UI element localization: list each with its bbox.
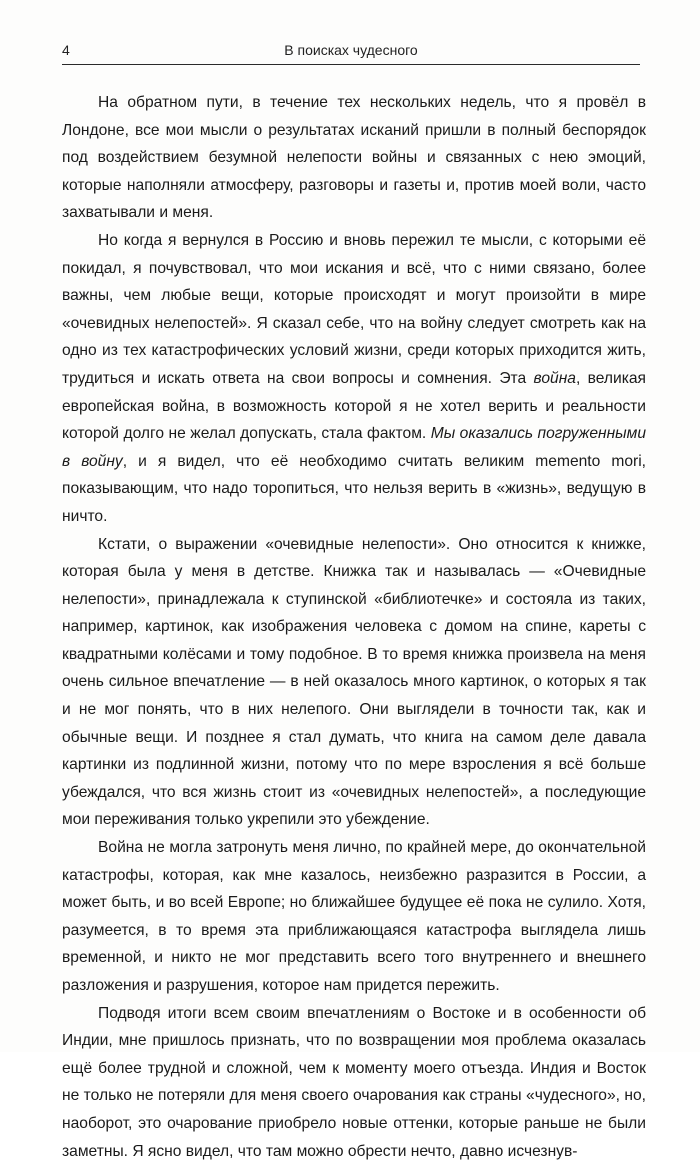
body-text: [62, 89, 646, 1165]
running-header-title: В поисках чудесного: [284, 42, 418, 58]
text-segment: Но когда я вернулся в Россию и вновь пережил те мысли, с которыми её покидал, я почувствовал, что мои искания и всё, что с ними связано, более важны, чем любые вещи, которые происходят и могут произойти в мире «очевидных нелепостей». Я сказал себе, что на войну следует смотреть как на одно из тех катастрофических условий жизни, среди которых приходится жить, трудиться и искать ответа на свои вопросы и сомнения. Эта: [62, 231, 646, 387]
text-segment: , и я видел, что её необходимо считать великим memento mori, показывающим, что надо торопиться, что нельзя верить в «жизнь», ведущую в ничто.: [62, 452, 647, 525]
text-segment: Подводя итоги всем своим впечатлениям о Востоке и в особенности об Индии, мне пришлось признать, что по возвращении моя проблема оказалась ещё более трудной и сложной, чем к моменту моего отъезда. Индия и Восток не только не потеряли для меня своего очарования как страны «чудесного», но, наоборот, это очарование приобрело новые оттенки, которые раньше не были заметны. Я ясно видел, что там можно обрести нечто, давно исчезнув-: [62, 1004, 646, 1160]
running-header: [62, 38, 640, 65]
paragraph: [62, 227, 646, 531]
paragraph: [62, 89, 646, 227]
italic-text: война: [533, 369, 576, 387]
text-segment: Война не могла затронуть меня лично, по крайней мере, до окончательной катастрофы, которая, как мне казалось, неизбежно разразится в России, а может быть, и во всей Европе; но ближайшее будущее её пока не сулило. Хотя, разумеется, в то время эта приближающаяся катастрофа выглядела лишь временной, и никто не мог представить всего того внутреннего и внешнего разложения и разрушения, которое нам придется пережить.: [62, 839, 646, 994]
text-segment: Кстати, о выражении «очевидные нелепости». Оно относится к книжке, которая была у меня в детстве. Книжка так и называлась — «Очевидные нелепости», принадлежала к ступинской «библиотечке» и состояла из таких, например, картинок, как изображения человека с домом на спине, кареты с квадратными колёсами и тому подобное. В то время книжка произвела на меня очень сильное впечатление — в ней оказалось много картинок, о которых я так и не мог понять, что в них нелепого. Они выглядели в точности так, как и обычные вещи. И позднее я стал думать, что книга на самом деле давала картинки из подлинной жизни, потому что по мере взросления я всё больше убеждался, что вся жизнь стоит из «очевидных нелепостей», а последующие мои переживания только укрепили это убеждение.: [62, 535, 646, 829]
paragraph: [62, 1000, 646, 1165]
paragraph: [62, 834, 646, 1000]
italic-text: Мы оказались погруженными в войну: [62, 425, 647, 470]
page-number: 4: [62, 42, 70, 58]
paragraph: [62, 531, 646, 835]
text-segment: , великая европейская война, в возможность которой я не хотел верить и реальности которой долго не желал допускать, стала фактом.: [62, 369, 646, 443]
text-segment: На обратном пути, в течение тех нескольких недель, что я провёл в Лондоне, все мои мысли о результатах исканий пришли в полный беспорядок под воздействием безумной нелепости войны и связанных с нею эмоций, которые наполняли атмосферу, разговоры и газеты и, против моей воли, часто захватывали и меня.: [62, 94, 646, 222]
